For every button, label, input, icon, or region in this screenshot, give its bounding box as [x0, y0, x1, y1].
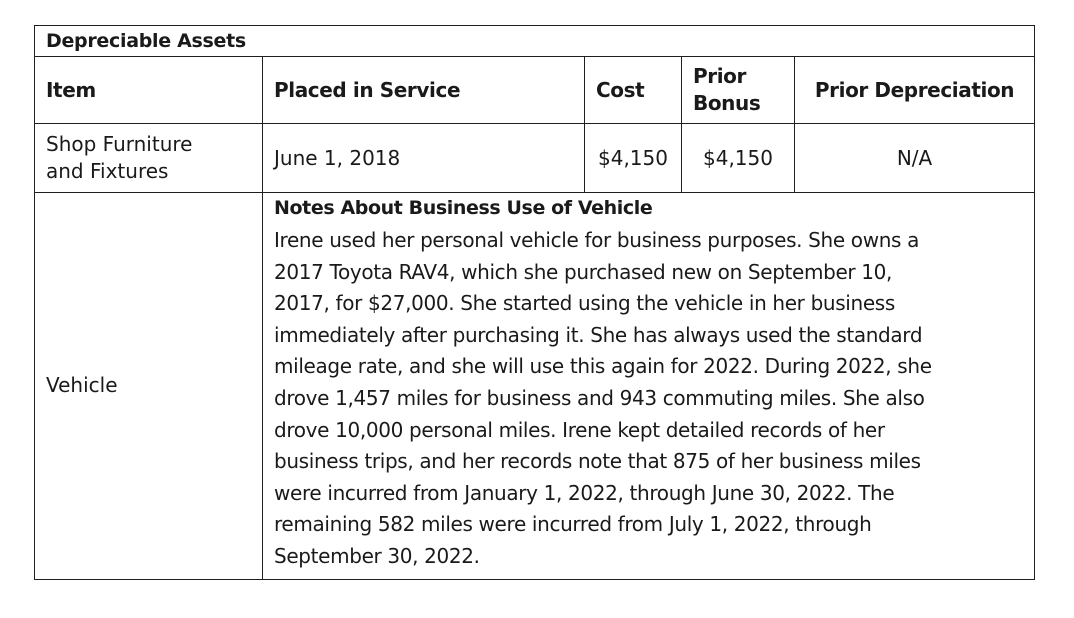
cell-item: [35, 124, 263, 193]
cell-item-vehicle: Vehicle: [35, 193, 263, 580]
table-row: [35, 124, 1035, 193]
vehicle-notes-title: Notes About Business Use of Vehicle: [263, 193, 1035, 224]
table-title: Depreciable Assets: [35, 26, 1035, 57]
notes-line: drove 1,457 miles for business and 943 commuting miles. She also: [274, 385, 925, 410]
notes-line: 2017 Toyota RAV4, which she purchased new on September 10,: [274, 259, 893, 284]
notes-line: business trips, and her records note that 875 of her business miles: [274, 449, 921, 474]
header-row: [35, 57, 1035, 124]
notes-line: were incurred from January 1, 2022, through June 30, 2022. The: [274, 480, 895, 505]
notes-line: drove 10,000 personal miles. Irene kept detailed records of her: [274, 417, 885, 442]
notes-line: remaining 582 miles were incurred from July 1, 2022, through: [274, 512, 872, 537]
table-title-row: [35, 26, 1035, 57]
cell-placed-in-service: June 1, 2018: [263, 124, 585, 193]
cell-prior-depreciation: N/A: [795, 124, 1035, 193]
header-prior-depreciation: Prior Depreciation: [795, 57, 1035, 124]
cell-cost: $4,150: [585, 124, 682, 193]
header-prior-bonus-line1: Prior: [693, 64, 746, 88]
notes-line: 2017, for $27,000. She started using the vehicle in her business: [274, 291, 895, 316]
header-prior-bonus: [682, 57, 795, 124]
header-placed-in-service: Placed in Service: [263, 57, 585, 124]
depreciable-assets-sheet: [34, 25, 1034, 580]
vehicle-notes-body: [263, 223, 1035, 579]
header-item: Item: [35, 57, 263, 124]
notes-line: immediately after purchasing it. She has always used the standard: [274, 322, 923, 347]
notes-line: September 30, 2022.: [274, 543, 480, 568]
header-prior-bonus-line2: Bonus: [693, 91, 761, 115]
notes-line: Irene used her personal vehicle for business purposes. She owns a: [274, 228, 920, 252]
cell-item-line1: Shop Furniture: [46, 132, 193, 156]
table-row: [35, 193, 1035, 224]
header-cost: Cost: [585, 57, 682, 124]
notes-line: mileage rate, and she will use this again for 2022. During 2022, she: [274, 354, 932, 379]
cell-item-line2: and Fixtures: [46, 159, 169, 183]
depreciable-assets-table: [34, 25, 1035, 580]
cell-prior-bonus: $4,150: [682, 124, 795, 193]
